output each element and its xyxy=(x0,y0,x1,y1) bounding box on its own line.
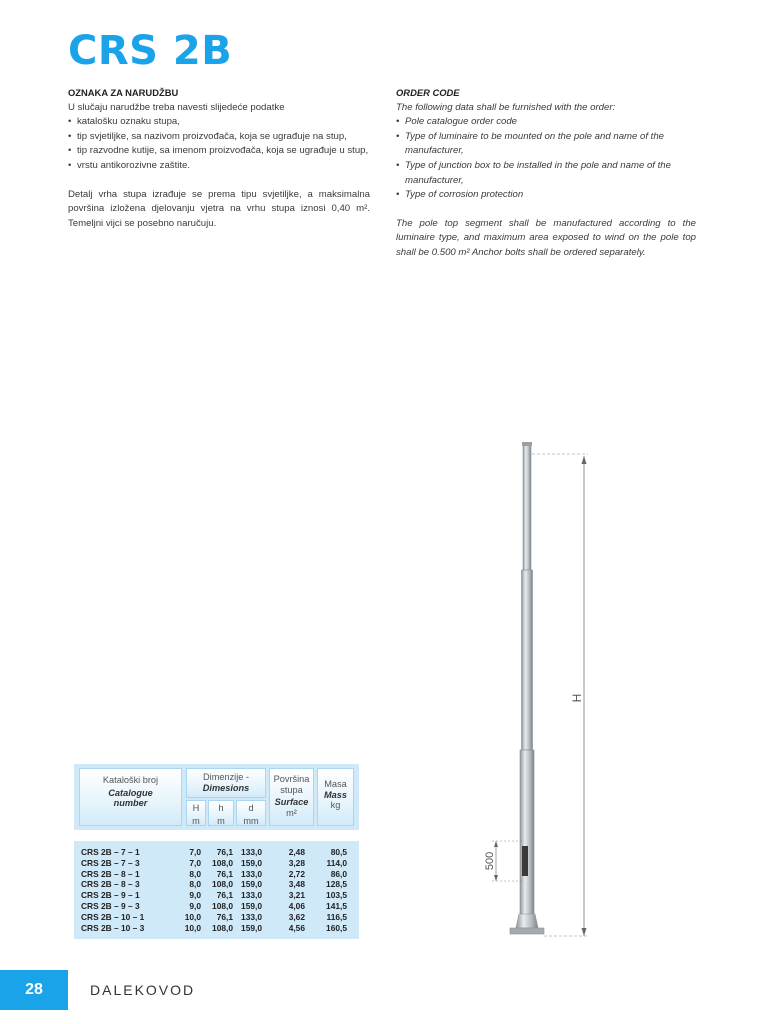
page-title: CRS 2B xyxy=(68,28,233,74)
cell-mass: 116,5 xyxy=(326,911,347,922)
table-row xyxy=(81,847,353,858)
cell-h: 108,0 xyxy=(212,900,233,911)
table-row xyxy=(81,858,353,869)
cell-code: CRS 2B – 9 – 1 xyxy=(81,890,140,901)
table-header xyxy=(74,764,359,830)
pole-base-flare xyxy=(516,914,538,928)
header-d-unit: mm xyxy=(243,815,259,826)
list-item: • Pole catalogue order code xyxy=(396,115,696,130)
cell-surface: 4,56 xyxy=(288,922,305,933)
cell-h: 76,1 xyxy=(216,911,233,922)
door-dimension-label: 500 xyxy=(484,851,496,871)
order-code-english-section xyxy=(396,86,696,261)
cell-code: CRS 2B – 7 – 3 xyxy=(81,857,140,868)
paragraph-english: The pole top segment shall be manufactured according to the luminaire type, and maximum area exposed to wind on the pole top shall be 0.500 m² Anchor bolts shall be ordered separately. xyxy=(396,217,696,258)
bullet-list-english xyxy=(396,115,696,203)
header-surface-unit: m² xyxy=(286,807,297,818)
header-h-label: h xyxy=(218,803,224,813)
cell-code: CRS 2B – 7 – 1 xyxy=(81,847,140,857)
junction-box-door xyxy=(522,846,528,876)
header-surface xyxy=(269,768,314,826)
cell-h: 76,1 xyxy=(216,868,233,879)
section-heading-english: ORDER CODE xyxy=(396,87,460,98)
table-body xyxy=(74,841,359,939)
pole-top-cap xyxy=(522,442,532,446)
header-H-unit: m xyxy=(192,815,200,826)
cell-surface: 3,62 xyxy=(288,911,305,922)
cell-H: 9,0 xyxy=(189,890,201,901)
cell-d: 133,0 xyxy=(241,868,262,879)
cell-d: 133,0 xyxy=(241,847,262,857)
cell-h: 108,0 xyxy=(212,879,233,890)
cell-h: 76,1 xyxy=(216,847,233,857)
list-item: • katalošku oznaku stupa, xyxy=(68,115,370,130)
cell-H: 9,0 xyxy=(189,900,201,911)
cell-d: 133,0 xyxy=(241,911,262,922)
cell-mass: 141,5 xyxy=(326,900,347,911)
cell-surface: 2,48 xyxy=(288,847,305,857)
cell-code: CRS 2B – 10 – 1 xyxy=(81,911,145,922)
cell-mass: 80,5 xyxy=(330,847,347,857)
intro-text-local: U slučaju narudžbe treba navesti slijedeće podatke xyxy=(68,101,285,113)
table-row xyxy=(81,890,353,901)
cell-d: 159,0 xyxy=(241,879,262,890)
header-mass-english: Mass xyxy=(324,789,347,800)
brand-name: DALEKOVOD xyxy=(90,982,196,998)
header-mass-unit: kg xyxy=(330,800,341,810)
header-mass xyxy=(317,768,354,826)
table-row xyxy=(81,923,353,934)
table-row xyxy=(81,912,353,923)
table-row xyxy=(81,869,353,880)
section-heading-local: OZNAKA ZA NARUDŽBU xyxy=(68,87,179,98)
header-dimensions-local: Dimenzije - xyxy=(203,772,249,782)
cell-surface: 2,72 xyxy=(288,868,305,879)
cell-H: 7,0 xyxy=(189,857,201,868)
cell-code: CRS 2B – 8 – 1 xyxy=(81,868,140,879)
header-dimensions xyxy=(186,768,266,798)
table-row xyxy=(81,901,353,912)
height-label: H xyxy=(570,693,584,703)
header-mass-local: Masa xyxy=(324,779,347,789)
header-catalogue-english: Catalogue number xyxy=(108,787,153,808)
cell-H: 10,0 xyxy=(184,911,201,922)
intro-text-english: The following data shall be furnished with the order: xyxy=(396,101,616,113)
list-item: • Type of corrosion protection xyxy=(396,188,696,203)
cell-code: CRS 2B – 9 – 3 xyxy=(81,900,140,911)
cell-d: 159,0 xyxy=(241,900,262,911)
header-surface-english: Surface xyxy=(274,797,309,807)
order-code-local-section xyxy=(68,86,370,231)
cell-surface: 3,21 xyxy=(288,890,305,901)
header-d-label: d xyxy=(248,803,254,813)
pole-middle-section xyxy=(522,570,533,750)
list-item: • vrstu antikorozivne zaštite. xyxy=(68,159,370,174)
list-item: • Type of junction box to be installed in the pole and name of the manufacturer, xyxy=(396,159,696,188)
cell-d: 159,0 xyxy=(241,857,262,868)
paragraph-local: Detalj vrha stupa izrađuje se prema tipu svjetiljke, a maksimalna površina izložena djelovanju vjetra na vrhu stupa iznosi 0,40 m². Temeljni vijci se posebno naručuju. xyxy=(68,188,370,229)
cell-code: CRS 2B – 8 – 3 xyxy=(81,879,140,890)
pole-top-section xyxy=(523,444,531,570)
pole-base-plate xyxy=(510,928,544,934)
list-item: • Type of luminaire to be mounted on the pole and name of the manufacturer, xyxy=(396,130,696,159)
cell-h: 76,1 xyxy=(216,890,233,901)
cell-mass: 86,0 xyxy=(330,868,347,879)
cell-mass: 160,5 xyxy=(326,922,347,933)
header-H xyxy=(186,800,206,826)
cell-code: CRS 2B – 10 – 3 xyxy=(81,922,145,933)
header-surface-local: Površina stupa xyxy=(273,774,310,795)
header-h-unit: m xyxy=(217,815,225,826)
cell-surface: 4,06 xyxy=(288,900,305,911)
table-row xyxy=(81,879,353,890)
header-H-label: H xyxy=(192,803,200,813)
cell-h: 108,0 xyxy=(212,922,233,933)
bullet-list-local xyxy=(68,115,370,173)
header-d xyxy=(236,800,266,826)
list-item: • tip razvodne kutije, sa imenom proizvođača, koja se ugrađuje u stup, xyxy=(68,144,370,159)
cell-h: 108,0 xyxy=(212,857,233,868)
header-catalogue xyxy=(79,768,182,826)
cell-mass: 114,0 xyxy=(326,857,347,868)
cell-d: 133,0 xyxy=(241,890,262,901)
header-h xyxy=(208,800,234,826)
cell-mass: 103,5 xyxy=(326,890,347,901)
cell-H: 10,0 xyxy=(184,922,201,933)
cell-surface: 3,48 xyxy=(288,879,305,890)
header-catalogue-local: Kataloški broj xyxy=(102,775,159,785)
cell-H: 8,0 xyxy=(189,868,201,879)
cell-mass: 128,5 xyxy=(326,879,347,890)
cell-H: 7,0 xyxy=(189,847,201,857)
cell-H: 8,0 xyxy=(189,879,201,890)
header-dimensions-english: Dimesions xyxy=(202,782,250,793)
pole-drawing xyxy=(470,436,620,956)
cell-d: 159,0 xyxy=(241,922,262,933)
list-item: • tip svjetiljke, sa nazivom proizvođača, koja se ugrađuje na stup, xyxy=(68,130,370,145)
pole-lower-section xyxy=(520,750,534,930)
page-number: 28 xyxy=(0,970,68,1010)
cell-surface: 3,28 xyxy=(288,857,305,868)
